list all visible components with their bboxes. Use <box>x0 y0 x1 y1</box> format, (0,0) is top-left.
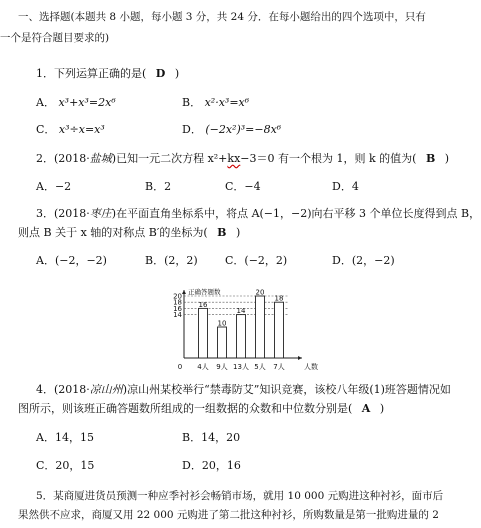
section-heading: 一、选择题(本题共 8 小题，每小题 3 分，共 24 分．在每小题给出的四个选项中，只有 <box>18 11 426 23</box>
x-tick-label: 7人 <box>273 363 285 371</box>
bar <box>199 308 208 358</box>
q2-mid: )已知一元二次方程 x²+ <box>111 152 228 165</box>
q4-option-b: B．14，20 <box>182 431 241 444</box>
q3-source: 枣庄 <box>89 207 112 220</box>
q1-close: ) <box>174 67 180 80</box>
x-axis-title: 人数 <box>304 363 318 371</box>
q3-option-c: C．(−2，2) <box>225 254 288 267</box>
q1-option-b-label: B． <box>182 96 202 109</box>
q1-option-d <box>182 123 281 137</box>
q4-source: 凉山州 <box>89 383 123 396</box>
x-tick-label: 4人 <box>197 363 209 371</box>
bar-chart <box>170 282 318 374</box>
bar-value-label: 16 <box>198 300 208 309</box>
x-tick-label: 13人 <box>233 363 249 371</box>
q2-option-c: C．−4 <box>225 180 261 193</box>
q2-stem <box>36 152 449 166</box>
bar-value-label: 20 <box>255 288 265 297</box>
q5-line1: 5．某商厦进货员预测一种应季衬衫会畅销市场，就用 10 000 元购进这种衬衫，面市后 <box>36 490 444 502</box>
q2-kx: kx <box>227 152 241 165</box>
q3-option-b: B．(2，2) <box>145 254 198 267</box>
y-tick-label: 18 <box>173 298 182 307</box>
q1-option-c-label: C． <box>36 123 56 136</box>
bar <box>256 296 265 358</box>
bar <box>275 302 284 358</box>
q3-option-d: D．(2，−2) <box>332 254 395 267</box>
bar-value-label: 18 <box>274 294 284 303</box>
q2-option-b: B．2 <box>145 180 172 193</box>
y-tick-label: 16 <box>173 304 182 313</box>
q4-prefix: 4．(2018· <box>36 383 90 396</box>
q1-option-a-label: A． <box>36 96 55 109</box>
x-origin-label: 0 <box>177 363 183 371</box>
q2-close: ) <box>444 152 450 165</box>
q4-option-a: A．14，15 <box>36 431 94 444</box>
q3-line2 <box>18 226 240 240</box>
q2-option-d: D．4 <box>332 180 359 193</box>
q4-line2-text: 图所示，则该班正确答题数所组成的一组数据的众数和中位数分别是( <box>18 402 353 415</box>
y-axis-arrow <box>182 290 186 294</box>
q3-prefix: 3．(2018· <box>36 207 90 220</box>
q3-line2-text: 则点 B 关于 x 轴的对称点 B′的坐标为( <box>18 226 208 239</box>
q1-option-c <box>36 123 105 137</box>
x-tick-label: 9人 <box>216 363 228 371</box>
bar <box>218 327 227 358</box>
q1-option-d-expr: (−2x²)³=−8x⁶ <box>205 123 282 136</box>
q5-line2: 果然供不应求，商厦又用 22 000 元购进了第二批这种衬衫，所购数量是第一批购进量的 2 <box>18 509 439 521</box>
bar-value-label: 10 <box>217 319 227 328</box>
q4-option-c: C．20，15 <box>36 459 95 472</box>
q1-option-a-expr: x³+x³=2x⁶ <box>58 96 116 109</box>
q4-close: ) <box>379 402 385 415</box>
x-axis-arrow <box>298 356 302 360</box>
bar-value-label: 14 <box>236 307 246 316</box>
q1-option-b <box>182 96 249 110</box>
q1-option-b-expr: x²·x³=x⁶ <box>204 96 250 109</box>
q1-option-d-label: D． <box>182 123 202 136</box>
q1-option-a <box>36 96 116 110</box>
q1-stem-text: 1．下列运算正确的是( <box>36 67 147 80</box>
x-tick-label: 5人 <box>254 363 266 371</box>
q4-option-d: D．20，16 <box>182 459 241 472</box>
y-tick-label: 14 <box>173 311 182 320</box>
y-axis-title: 正确答题数 <box>188 288 221 296</box>
q2-answer: B <box>425 152 436 165</box>
section-heading-cont: 一个是符合题目要求的) <box>0 32 110 44</box>
q4-line2 <box>18 402 384 416</box>
q1-answer: D <box>155 67 166 80</box>
q3-line1-rest: )在平面直角坐标系中，将点 A(−1，−2)向右平移 3 个单位长度得到点 B， <box>111 207 481 220</box>
q4-line1-rest: )凉山州某校举行“禁毒防艾”知识竞赛，该校八年级(1)班答题情况如 <box>122 383 451 396</box>
q3-close: ) <box>235 226 241 239</box>
q2-option-a: A．−2 <box>36 180 72 193</box>
q3-answer: B <box>217 226 227 239</box>
q4-line1 <box>36 383 451 397</box>
y-tick-label: 20 <box>173 292 182 301</box>
bar <box>237 315 246 358</box>
q2-prefix: 2．(2018· <box>36 152 90 165</box>
q1-stem <box>36 67 179 81</box>
q2-source: 盐城 <box>89 152 112 165</box>
q3-option-a: A．(−2，−2) <box>36 254 107 267</box>
q1-option-c-expr: x³÷x=x³ <box>58 123 105 136</box>
q4-answer: A <box>361 402 371 415</box>
q2-rest: −3＝0 有一个根为 1，则 k 的值为( <box>240 152 417 165</box>
q3-line1 <box>36 207 480 221</box>
